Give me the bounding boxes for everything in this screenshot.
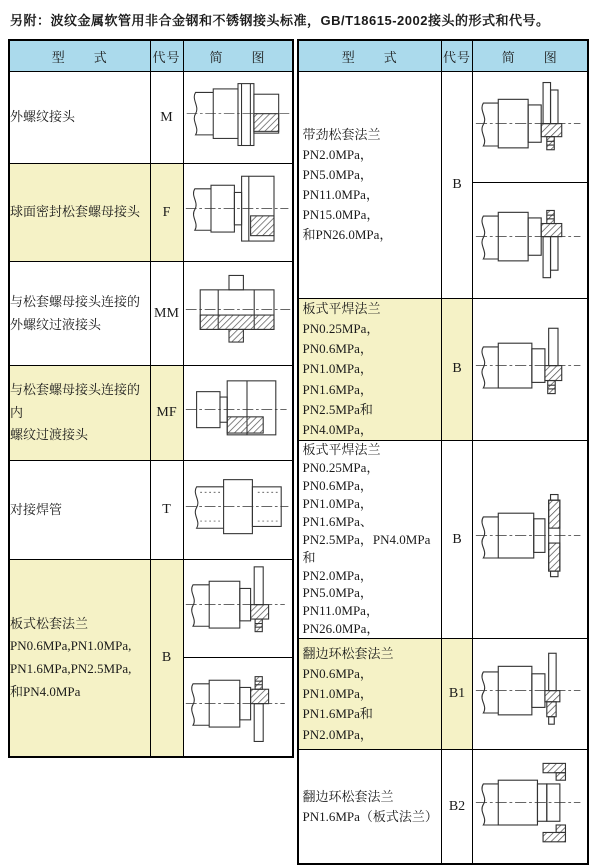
spherical-seal-nut-fitting-diagram bbox=[184, 165, 292, 255]
table-row bbox=[298, 639, 588, 750]
code-cell: B bbox=[150, 560, 183, 758]
code-cell: B bbox=[442, 440, 473, 638]
page-title: 另附：波纹金属软管用非合金钢和不锈钢接头标准，GB/T18615-2002接头的形式和代号。 bbox=[10, 13, 550, 28]
table-row bbox=[298, 72, 588, 183]
diagram-cell bbox=[183, 72, 293, 164]
table-row bbox=[9, 72, 293, 164]
type-cell: 板式松套法兰 PN0.6MPa,PN1.0MPa, PN1.6MPa,PN2.5MPa, 和PN4.0MPa bbox=[9, 560, 150, 758]
flanged-ring-plate-flange-diagram bbox=[474, 751, 586, 857]
code-cell: T bbox=[150, 461, 183, 560]
column-header-type: 型 式 bbox=[298, 40, 442, 72]
code-cell: B bbox=[442, 72, 473, 299]
type-cell: 球面密封松套螺母接头 bbox=[9, 164, 150, 262]
double-male-adapter-diagram bbox=[184, 263, 292, 359]
table-row bbox=[9, 461, 293, 560]
butt-weld-pipe-diagram bbox=[184, 462, 292, 554]
diagram-cell bbox=[473, 72, 588, 183]
table-row bbox=[9, 262, 293, 366]
column-header-type: 型 式 bbox=[9, 40, 150, 72]
diagram-cell bbox=[183, 658, 293, 758]
column-header-diagram: 简 图 bbox=[183, 40, 293, 72]
code-cell: B2 bbox=[442, 750, 473, 865]
column-header-diagram: 简 图 bbox=[473, 40, 588, 72]
column-header-code: 代号 bbox=[150, 40, 183, 72]
type-cell: 外螺纹接头 bbox=[9, 72, 150, 164]
type-cell: 翻边环松套法兰 PN0.6MPa，PN1.0MPa， PN1.6MPa和PN2.0MPa， bbox=[298, 639, 442, 750]
diagram-cell bbox=[473, 639, 588, 750]
code-cell: F bbox=[150, 164, 183, 262]
column-header-code: 代号 bbox=[442, 40, 473, 72]
table-row bbox=[298, 299, 588, 441]
table-row bbox=[298, 440, 588, 638]
male-thread-fitting-diagram bbox=[184, 73, 292, 157]
plate-welding-flange-diagram-2 bbox=[474, 485, 586, 589]
code-cell: MF bbox=[150, 366, 183, 461]
type-cell: 板式平焊法兰 PN0.25MPa，PN0.6MPa， PN1.0MPa，PN1.6MPa、 PN2.5MPa，PN4.0MPa和 PN2.0MPa，PN5.0MPa， PN11.0MPa，PN26.0MPa， bbox=[298, 440, 442, 638]
plate-loose-flange-diagram-1 bbox=[184, 560, 292, 652]
fitting-table-right bbox=[297, 39, 589, 865]
type-cell: 对接焊管 bbox=[9, 461, 150, 560]
type-cell: 板式平焊法兰 PN0.25MPa，PN0.6MPa， PN1.0MPa，PN1.6MPa， PN2.5MPa和PN4.0MPa， bbox=[298, 299, 442, 441]
code-cell: B1 bbox=[442, 639, 473, 750]
plate-loose-flange-diagram-2 bbox=[184, 659, 292, 751]
diagram-cell bbox=[183, 461, 293, 560]
type-cell: 与松套螺母接头连接的内 螺纹过渡接头 bbox=[9, 366, 150, 461]
diagram-cell bbox=[473, 440, 588, 638]
diagram-cell bbox=[183, 366, 293, 461]
diagram-cell bbox=[183, 164, 293, 262]
type-cell: 与松套螺母接头连接的 外螺纹过液接头 bbox=[9, 262, 150, 366]
table-row bbox=[298, 750, 588, 865]
diagram-cell bbox=[183, 560, 293, 658]
code-cell: MM bbox=[150, 262, 183, 366]
code-cell: M bbox=[150, 72, 183, 164]
neck-loose-flange-diagram-1 bbox=[474, 73, 586, 177]
header-row bbox=[9, 40, 293, 72]
header-row bbox=[298, 40, 588, 72]
table-row bbox=[9, 560, 293, 658]
plate-welding-flange-diagram-1 bbox=[474, 311, 586, 423]
diagram-cell bbox=[473, 750, 588, 865]
table-row bbox=[9, 164, 293, 262]
fitting-table-left bbox=[8, 39, 294, 758]
neck-loose-flange-diagram-2 bbox=[474, 184, 586, 292]
type-cell: 翻边环松套法兰 PN1.6MPa（板式法兰） bbox=[298, 750, 442, 865]
male-female-adapter-diagram bbox=[184, 367, 292, 455]
table-row bbox=[9, 366, 293, 461]
type-cell: 带劲松套法兰 PN2.0MPa，PN5.0MPa， PN11.0MPa，PN15.0MPa， 和PN26.0MPa， bbox=[298, 72, 442, 299]
diagram-cell bbox=[183, 262, 293, 366]
diagram-cell bbox=[473, 299, 588, 441]
flanged-ring-loose-flange-diagram bbox=[474, 641, 586, 743]
code-cell: B bbox=[442, 299, 473, 441]
tables-container bbox=[8, 39, 592, 865]
diagram-cell bbox=[473, 183, 588, 299]
